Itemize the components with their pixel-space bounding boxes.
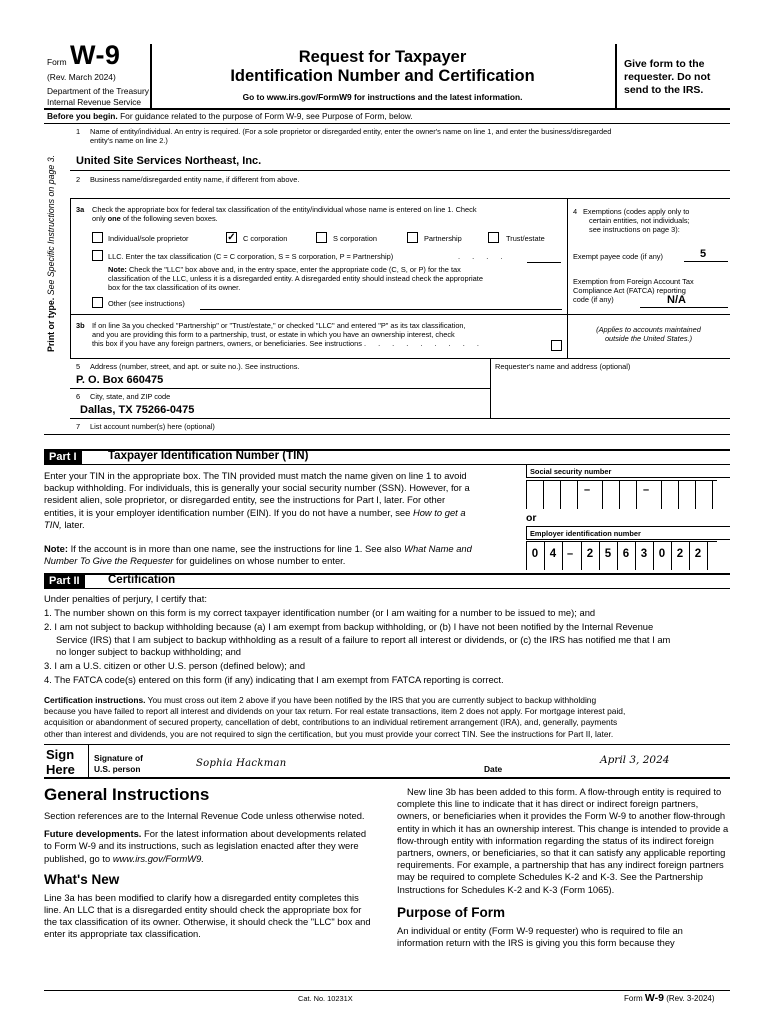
- signature-label: [94, 753, 143, 774]
- fatca-a: Exemption from Foreign Account Tax: [573, 277, 694, 286]
- check-mark-icon: ✓: [227, 232, 236, 243]
- whats-new-text: Line 3a has been modified to clarify how a disregarded entity completes this line. An LLC that is a disregarded entity should check the appropriate box for the tax classification of its owner. Otherwise, it should check the "LLC" box and enter its appropriate tax classification.: [44, 891, 371, 940]
- line1-number: 1: [76, 127, 81, 136]
- llc-note-label: Note:: [108, 265, 127, 274]
- cert-instr4: other than interest and dividends, you are not required to sign the certification, but you must provide your correct TIN. See the instructions for Part II, later.: [44, 728, 614, 739]
- line3a-number: 3a: [76, 205, 85, 214]
- individual-label: Individual/sole proprietor: [108, 234, 189, 243]
- ssn-label: Social security number: [530, 467, 612, 476]
- line3a-label-a: Check the appropriate box for federal tax classification of the entity/individual whose name is entered on line 1. Check: [92, 205, 477, 214]
- general-instructions-right: [397, 786, 731, 955]
- line3b-c: this box if you have any foreign partners, owners, or beneficiaries. See instructions: [92, 339, 362, 348]
- part1-p5b: later.: [64, 518, 85, 530]
- part1-p1: Enter your TIN in the appropriate box. The TIN provided must match the name given on line 1 to avoid: [44, 470, 467, 481]
- give-form-line1: Give form to the: [624, 58, 705, 70]
- date-label: Date: [484, 764, 503, 774]
- exempt-payee-field[interactable]: 5: [700, 248, 707, 260]
- business-name-field[interactable]: [76, 186, 726, 197]
- other-checkbox[interactable]: [92, 297, 103, 308]
- irs-label: Internal Revenue Service: [47, 97, 142, 107]
- part2-title: Certification: [108, 574, 176, 586]
- ssn-field[interactable]: [526, 480, 717, 510]
- fatca-c: code (if any): [573, 295, 614, 304]
- ein-label: Employer identification number: [530, 529, 641, 538]
- general-instructions-left: [44, 784, 374, 947]
- form-title-line2: Identification Number and Certification: [230, 67, 535, 85]
- individual-checkbox[interactable]: [92, 232, 103, 243]
- cert-item2b: Service (IRS) that I am subject to backup withholding as a result of a failure to report all interest or dividends, or (c) the IRS has notified me that I am: [56, 633, 671, 645]
- part1-text: [44, 470, 524, 531]
- part1-p4b: How to get a: [412, 506, 466, 518]
- signature-field[interactable]: Sophia Hackman: [196, 758, 287, 769]
- line3b-b: and you are providing this form to a partnership, trust, or estate in which you have an ownership interest, check: [92, 330, 455, 339]
- cert-item2c: no longer subject to backup withholding; and: [56, 645, 242, 657]
- whats-new-title: What's New: [44, 871, 120, 887]
- sign-word: Sign: [46, 747, 75, 762]
- footer-form-word: Form: [624, 994, 643, 1003]
- line7-number: 7: [76, 422, 81, 431]
- catalog-number: Cat. No. 10231X: [298, 994, 353, 1003]
- line3a-label: [92, 205, 562, 223]
- line1-label: [90, 127, 730, 145]
- part1-note1: If the account is in more than one name, see the instructions for line 1. See also: [70, 543, 402, 554]
- print-or-type-label: [46, 155, 56, 352]
- llc-note-a: Check the "LLC" box above and, in the entry space, enter the appropriate code (C, S, or P) for the tax: [128, 265, 461, 274]
- exemptions-number: 4: [573, 207, 578, 216]
- here-word: Here: [46, 762, 75, 777]
- cert-item1: 1. The number shown on this form is my correct taxpayer identification number (or I am waiting for a number to be issued to me); and: [44, 607, 596, 619]
- gi-future-developments: [44, 828, 374, 865]
- sign-here-label: [46, 747, 75, 777]
- llc-note: [108, 265, 563, 292]
- ein-digit: 0: [531, 548, 539, 560]
- line6-number: 6: [76, 392, 81, 401]
- address-field[interactable]: P. O. Box 660475: [76, 374, 164, 386]
- before-you-begin: [47, 111, 413, 122]
- date-field[interactable]: April 3, 2024: [600, 754, 670, 766]
- line1-label-a: Name of entity/individual. An entry is required. (For a sole proprietor or disregarded entity, enter the owner's name on line 1, and enter the business/disregarded: [90, 127, 612, 136]
- line2-number: 2: [76, 175, 81, 184]
- line5-number: 5: [76, 362, 81, 371]
- fatca-code-field[interactable]: N/A: [667, 294, 686, 306]
- line3a-one: one: [107, 214, 121, 223]
- before-you-begin-label: Before you begin.: [47, 111, 118, 121]
- cert-item2a: 2. I am not subject to backup withholding because (a) I am exempt from backup withholding, or (b) I have not been notified by the Internal Revenue: [44, 621, 654, 633]
- line2-label: Business name/disregarded entity name, if different from above.: [90, 175, 300, 184]
- part1-p3: resident alien, sole proprietor, or disregarded entity, see the instructions for Part I, later. For other: [44, 494, 446, 506]
- trust-estate-checkbox[interactable]: [488, 232, 499, 243]
- s-corporation-checkbox[interactable]: [316, 232, 327, 243]
- certification-text: [44, 593, 734, 686]
- llc-checkbox[interactable]: [92, 250, 103, 261]
- give-form-line3: send to the IRS.: [624, 84, 704, 96]
- part1-note-label: Note:: [44, 543, 68, 554]
- line3b-text: If on line 3a you checked "Partnership" or "Trust/estate," or checked "LLC" and entered "P" as its tax classification, and you are providing this form to a partnership, trust, or estate in which you have an ownership interest, check this box if you have any foreign partners, owners, or beneficiaries. See instructions . . . . . . . . .: [92, 321, 572, 348]
- cert-instr-label: Certification instructions.: [44, 695, 146, 705]
- ssn-dash-1: –: [584, 484, 591, 496]
- llc-note-c: box for the tax classification of its owner.: [108, 283, 241, 292]
- applies-b: outside the United States.): [604, 334, 693, 343]
- gi-section-references: Section references are to the Internal Revenue Code unless otherwise noted.: [44, 810, 365, 821]
- purpose-of-form-title: Purpose of Form: [397, 904, 506, 920]
- cert-instr1: You must cross out item 2 above if you have been notified by the IRS that you are currently subject to backup withholding: [147, 695, 597, 705]
- applies-a: (Applies to accounts maintained: [596, 325, 701, 334]
- department-label: Department of the Treasury: [47, 86, 149, 96]
- form-title-line1: Request for Taxpayer: [298, 48, 467, 66]
- part1-note: [44, 543, 524, 567]
- exemptions-c: see instructions on page 3):: [589, 225, 680, 234]
- llc-note-b: classification of the LLC, unless it is a disregarded entity. A disregarded entity should instead check the appropriate: [108, 274, 483, 283]
- ssn-dash-2: –: [643, 484, 650, 496]
- requester-label: Requester's name and address (optional): [495, 362, 631, 371]
- form-label: Form: [47, 57, 67, 67]
- foreign-partners-checkbox[interactable]: [551, 340, 562, 351]
- footer-form-id: [624, 992, 715, 1004]
- part1-p5: TIN,: [44, 518, 62, 530]
- c-corporation-checkbox[interactable]: [226, 232, 237, 243]
- part1-p2: backup withholding. For individuals, this is generally your social security number (SSN). However, for a: [44, 482, 470, 494]
- llc-classification-field[interactable]: [527, 262, 561, 263]
- line3b-a: If on line 3a you checked "Partnership" or "Trust/estate," or checked "LLC" and entered "P" as its tax classification,: [92, 321, 466, 330]
- partnership-label: Partnership: [424, 234, 462, 243]
- form-number: W-9: [70, 40, 121, 70]
- other-label: Other (see instructions): [108, 299, 185, 308]
- ein-digit: 6: [622, 548, 630, 560]
- cert-item3: 3. I am a U.S. citizen or other U.S. person (defined below); and: [44, 660, 306, 672]
- fd-link[interactable]: www.irs.gov/FormW9.: [112, 852, 204, 864]
- footer-form-number: W-9: [644, 992, 664, 1004]
- part1-p4a: entities, it is your employer identification number (EIN). If you do not have a number, see: [44, 506, 411, 518]
- certification-instructions: [44, 695, 734, 740]
- give-form-line2: requester. Do not: [624, 71, 711, 83]
- signature-label-1: Signature of: [94, 753, 143, 763]
- general-instructions-title: General Instructions: [44, 785, 210, 804]
- exemptions-a: Exemptions (codes apply only to: [583, 207, 690, 216]
- c-corporation-label: C corporation: [243, 234, 288, 243]
- fd-label: Future developments.: [44, 828, 142, 840]
- or-label: or: [526, 512, 537, 524]
- applies-note: [567, 325, 730, 343]
- part1-title: Taxpayer Identification Number (TIN): [108, 450, 309, 462]
- line5-label: Address (number, street, and apt. or suite no.). See instructions.: [90, 362, 300, 371]
- ein-dash: –: [567, 548, 574, 560]
- ein-digit: 2: [586, 548, 594, 560]
- cert-intro: Under penalties of perjury, I certify that:: [44, 593, 207, 604]
- ein-digit: 2: [694, 548, 702, 560]
- city-state-zip-field[interactable]: Dallas, TX 75266-0475: [80, 404, 195, 416]
- ein-field[interactable]: [526, 541, 717, 571]
- line3a-label-b: of the following seven boxes.: [122, 214, 218, 223]
- part1-note1i: What Name and: [404, 543, 472, 554]
- purpose-of-form-text: An individual or entity (Form W-9 requester) who is required to file an information return with the IRS is giving you this form because they: [397, 924, 683, 949]
- part1-note2i: Number To Give the Requester: [44, 555, 174, 567]
- line3b-number: 3b: [76, 321, 85, 330]
- ein-digit: 3: [640, 548, 648, 560]
- line6-label: City, state, and ZIP code: [90, 392, 171, 401]
- cert-instr2: because you have failed to report all interest and dividends on your tax return. For real estate transactions, item 2 does not apply. For mortgage interest paid,: [44, 706, 626, 717]
- part1-label: Part I: [44, 450, 82, 464]
- give-form-note: [624, 58, 710, 97]
- exemptions-label: [583, 207, 731, 234]
- llc-dots: . . . .: [458, 252, 508, 261]
- cert-instr3: acquisition or abandonment of secured property, cancellation of debt, contributions to an individual retirement arrangement (IRA), and, generally, payments: [44, 717, 618, 728]
- llc-label: LLC. Enter the tax classification (C = C corporation, S = S corporation, P = Partnership): [108, 252, 394, 261]
- revision-date: (Rev. March 2024): [47, 72, 116, 82]
- trust-estate-label: Trust/estate: [506, 234, 545, 243]
- print-or-type-bold: Print or type.: [46, 297, 56, 352]
- line3a-only: only: [92, 214, 106, 223]
- ein-digit: 4: [549, 548, 557, 560]
- part1-note2: for guidelines on whose number to enter.: [176, 555, 346, 567]
- line1-label-b: entity's name on line 2.): [90, 136, 168, 145]
- before-you-begin-text: For guidance related to the purpose of Form W-9, see Purpose of Form, below.: [120, 111, 413, 121]
- cert-item4: 4. The FATCA code(s) entered on this form (if any) indicating that I am exempt from FATCA reporting is correct.: [44, 674, 504, 686]
- line3b-explanation: New line 3b has been added to this form. A flow-through entity is required to complete this line to indicate that it has direct or indirect foreign partners, owners, or beneficiaries when it provides the Form W-9 to another flow-through entity in which it has an ownership interest. This change is intended to provide a flow-through entity with information regarding the status of its indirect foreign partners, owners, or beneficiaries, so that it can satisfy any applicable reporting requirements. For example, a partnership that has any indirect foreign partners may be required to complete Schedules K-2 and K-3. See the Partnership Instructions for Schedules K-2 and K-3 (Form 1065).: [397, 786, 729, 895]
- entity-name-field[interactable]: United Site Services Northeast, Inc.: [76, 155, 262, 167]
- other-field[interactable]: [200, 309, 562, 310]
- exempt-payee-label: Exempt payee code (if any): [573, 252, 663, 261]
- ein-digit: 5: [604, 548, 612, 560]
- exemptions-b: certain entities, not individuals;: [589, 216, 690, 225]
- part2-label: Part II: [44, 574, 85, 588]
- line7-label: List account number(s) here (optional): [90, 422, 215, 431]
- signature-label-2: U.S. person: [94, 763, 141, 774]
- footer-rev: (Rev. 3-2024): [666, 994, 715, 1003]
- partnership-checkbox[interactable]: [407, 232, 418, 243]
- fd-text: For the latest information about developments related to Form W-9 and its instructions, such as legislation enacted after they were published, go to: [44, 828, 367, 864]
- fatca-b: Compliance Act (FATCA) reporting: [573, 286, 686, 295]
- see-specific-instructions: See Specific Instructions on page 3.: [46, 154, 56, 296]
- ein-digit: 2: [676, 548, 684, 560]
- ein-digit: 0: [658, 548, 666, 560]
- s-corporation-label: S corporation: [333, 234, 377, 243]
- instructions-link-line[interactable]: Go to www.irs.gov/FormW9 for instructions and the latest information.: [242, 92, 523, 102]
